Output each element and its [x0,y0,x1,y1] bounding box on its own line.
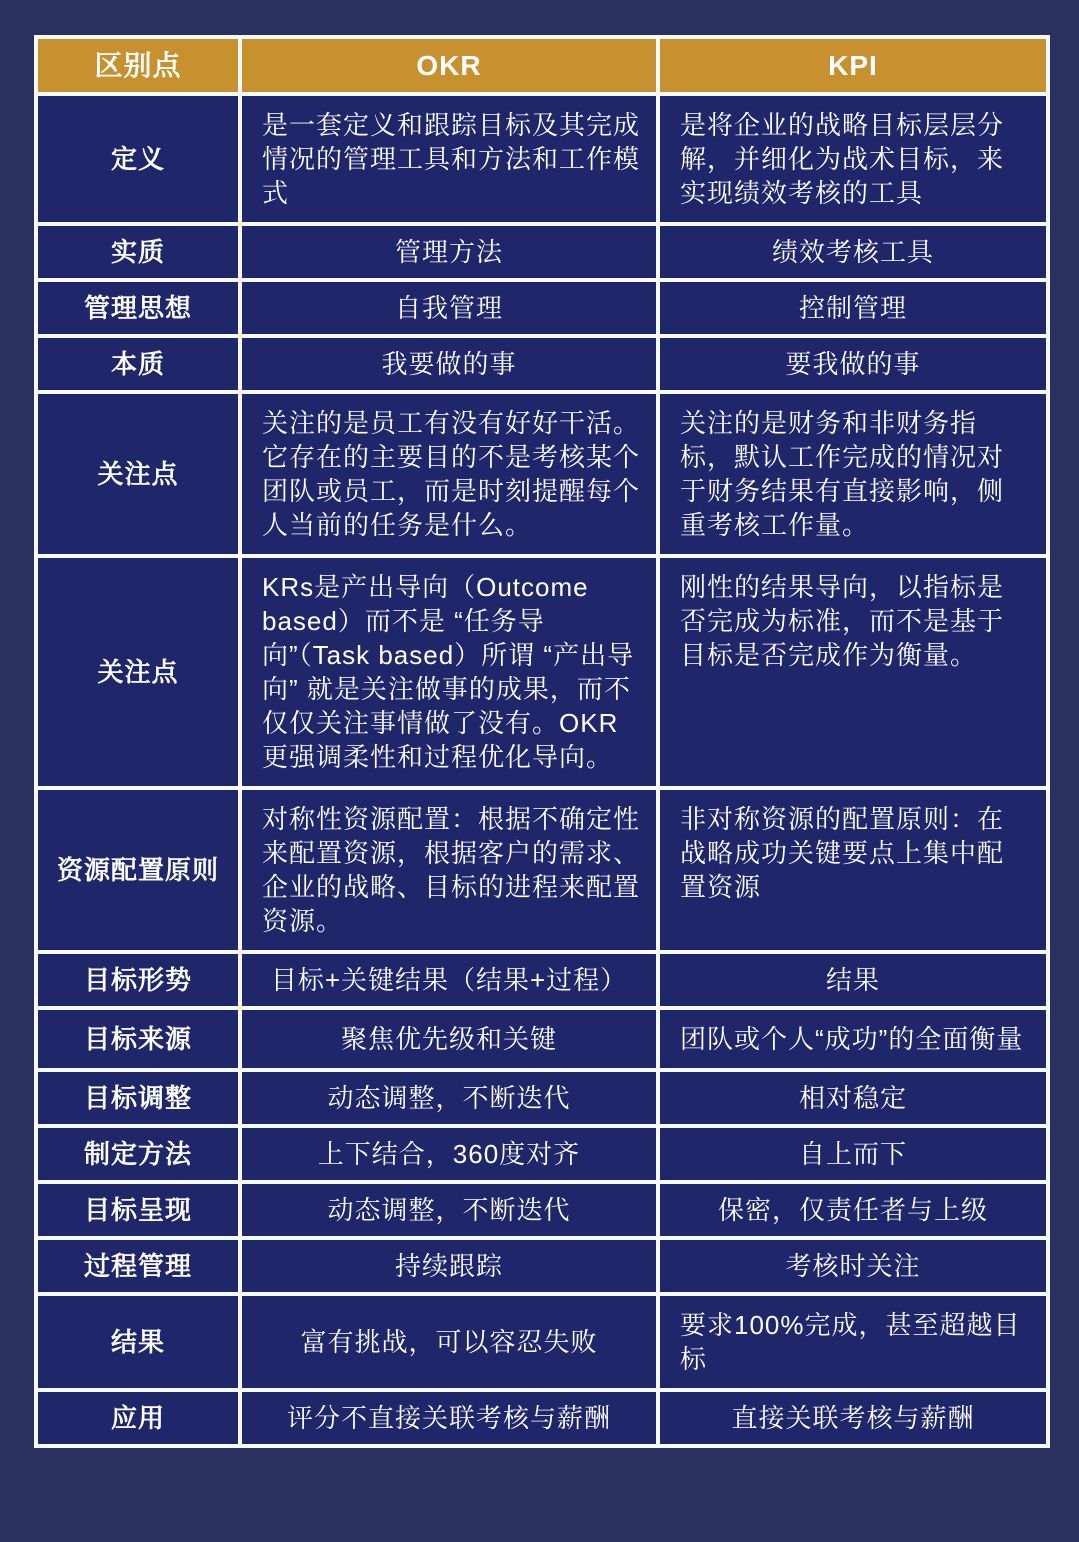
table-header-row [38,39,1046,92]
table-row [38,394,1046,554]
kpi-cell: 要我做的事 [660,338,1046,390]
row-label-cell: 管理思想 [38,282,238,334]
table-row [38,1072,1046,1124]
table-row [38,1184,1046,1236]
okr-kpi-comparison-table [34,35,1050,1448]
okr-cell: 关注的是员工有没有好好干活。它存在的主要目的不是考核某个团队或员工，而是时刻提醒每个人当前的任务是什么。 [242,394,656,554]
row-label-cell: 定义 [38,96,238,222]
kpi-cell: 刚性的结果导向，以指标是否完成为标准，而不是基于目标是否完成作为衡量。 [660,558,1046,786]
okr-cell: 动态调整，不断迭代 [242,1184,656,1236]
kpi-cell: 关注的是财务和非财务指标，默认工作完成的情况对于财务结果有直接影响，侧重考核工作量。 [660,394,1046,554]
okr-cell: 聚焦优先级和关键 [242,1010,656,1068]
row-label-cell: 制定方法 [38,1128,238,1180]
kpi-cell: 团队或个人“成功”的全面衡量 [660,1010,1046,1068]
table-row [38,954,1046,1006]
kpi-cell: 非对称资源的配置原则：在战略成功关键要点上集中配置资源 [660,790,1046,950]
row-label-cell: 目标来源 [38,1010,238,1068]
okr-cell: 自我管理 [242,282,656,334]
table-row [38,1240,1046,1292]
table-row [38,338,1046,390]
okr-cell: 目标+关键结果（结果+过程） [242,954,656,1006]
kpi-cell: 保密，仅责任者与上级 [660,1184,1046,1236]
table-row [38,1296,1046,1388]
okr-cell: 动态调整，不断迭代 [242,1072,656,1124]
okr-cell: 是一套定义和跟踪目标及其完成情况的管理工具和方法和工作模式 [242,96,656,222]
row-label-cell: 目标呈现 [38,1184,238,1236]
kpi-cell: 相对稳定 [660,1072,1046,1124]
row-label-cell: 关注点 [38,394,238,554]
table-row [38,1010,1046,1068]
kpi-cell: 控制管理 [660,282,1046,334]
kpi-cell: 是将企业的战略目标层层分解，并细化为战术目标，来实现绩效考核的工具 [660,96,1046,222]
kpi-cell: 考核时关注 [660,1240,1046,1292]
row-label-cell: 目标形势 [38,954,238,1006]
row-label-cell: 本质 [38,338,238,390]
table-row [38,1392,1046,1444]
table-row [38,226,1046,278]
row-label-cell: 关注点 [38,558,238,786]
row-label-cell: 资源配置原则 [38,790,238,950]
header-cell-differentiator: 区别点 [38,39,238,92]
header-cell-kpi: KPI [660,39,1046,92]
table-row [38,790,1046,950]
row-label-cell: 目标调整 [38,1072,238,1124]
kpi-cell: 自上而下 [660,1128,1046,1180]
kpi-cell: 要求100%完成，甚至超越目标 [660,1296,1046,1388]
okr-cell: 上下结合，360度对齐 [242,1128,656,1180]
okr-cell: 我要做的事 [242,338,656,390]
row-label-cell: 应用 [38,1392,238,1444]
okr-cell: 富有挑战，可以容忍失败 [242,1296,656,1388]
table-row [38,558,1046,786]
table-row [38,96,1046,222]
okr-cell: 评分不直接关联考核与薪酬 [242,1392,656,1444]
kpi-cell: 绩效考核工具 [660,226,1046,278]
okr-cell: KRs是产出导向（Outcome based）而不是 “任务导向”（Task based）所谓 “产出导向” 就是关注做事的成果，而不仅仅关注事情做了没有。OKR更强调柔性和过程优化导向。 [242,558,656,786]
row-label-cell: 过程管理 [38,1240,238,1292]
okr-cell: 管理方法 [242,226,656,278]
table-row [38,1128,1046,1180]
row-label-cell: 实质 [38,226,238,278]
table-row [38,282,1046,334]
row-label-cell: 结果 [38,1296,238,1388]
okr-cell: 持续跟踪 [242,1240,656,1292]
header-cell-okr: OKR [242,39,656,92]
kpi-cell: 直接关联考核与薪酬 [660,1392,1046,1444]
kpi-cell: 结果 [660,954,1046,1006]
okr-cell: 对称性资源配置：根据不确定性来配置资源，根据客户的需求、企业的战略、目标的进程来配置资源。 [242,790,656,950]
